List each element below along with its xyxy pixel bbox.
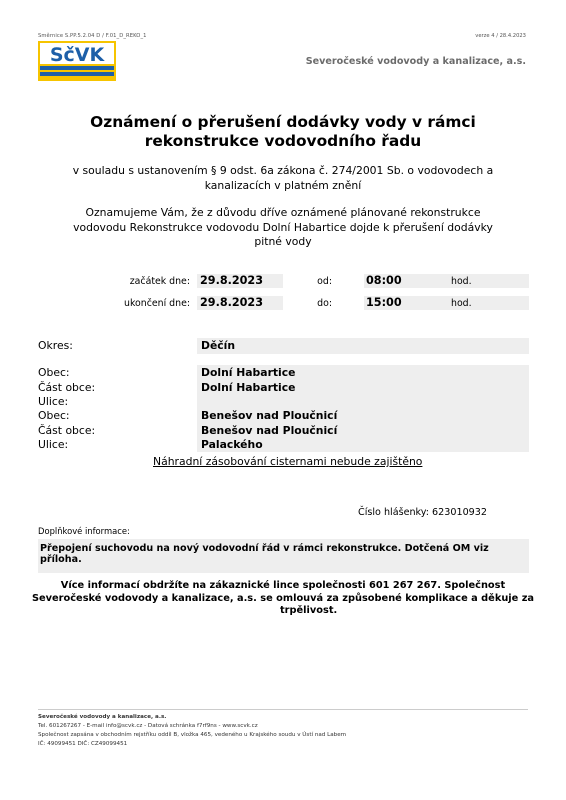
street-value: Palackého bbox=[201, 438, 263, 451]
replacement-supply-note: Náhradní zásobování cisternami nebude zajištěno bbox=[153, 455, 423, 468]
start-date-field bbox=[197, 274, 283, 288]
notes-label: Doplňkové informace: bbox=[38, 526, 130, 536]
company-logo bbox=[38, 41, 116, 81]
end-date-label: ukončení dne: bbox=[124, 298, 190, 309]
footer-contacts: Tel. 601267267 - E-mail info@scvk.cz - Datová schránka f7rf9ns - www.scvk.cz bbox=[38, 723, 258, 729]
location-labels-2: Obec: Část obce: Ulice: bbox=[38, 409, 96, 451]
page-title: Oznámení o přerušení dodávky vody v rámci rekonstrukce vodovodního řadu bbox=[90, 113, 476, 150]
location-values-2 bbox=[197, 408, 529, 452]
end-time-value: 15:00 bbox=[366, 296, 402, 309]
document-code: Směrnice S.PP.5.2.04 D / F.01_D_REKO_1 bbox=[38, 33, 147, 39]
start-date-label: začátek dne: bbox=[129, 276, 190, 287]
report-number-value: 623010932 bbox=[432, 507, 487, 518]
footer-registry: Společnost zapsána v obchodním rejstříku oddíl B, vložka 465, vedeného u Krajského soudu v Ústí nad Labem bbox=[38, 732, 347, 738]
district-field bbox=[197, 338, 529, 354]
svg-text:SčVK: SčVK bbox=[49, 44, 105, 66]
notes-text: Přepojení suchovodu na nový vodovodní řád v rámci rekonstrukce. Dotčená OM viz příloha. bbox=[40, 543, 489, 565]
footer-company: Severočeské vodovody a kanalizace, a.s. bbox=[38, 714, 167, 720]
company-name: Severočeské vodovody a kanalizace, a.s. bbox=[305, 56, 526, 67]
version-label: verze 4 / 28.4.2023 bbox=[475, 33, 526, 39]
start-from-label: od: bbox=[317, 276, 332, 287]
law-reference: v souladu s ustanovením § 9 odst. 6a zákona č. 274/2001 Sb. o vodovodech a kanalizacích v platném znění bbox=[72, 164, 494, 192]
announcement-text: Oznamujeme Vám, že z důvodu dříve oznámené plánované rekonstrukce vodovodu Rekonstrukce vodovodu Dolní Habartice dojde k přerušení dodávky pitné vody bbox=[73, 206, 493, 248]
end-date-field bbox=[197, 296, 283, 310]
notes-box bbox=[38, 539, 529, 573]
end-hour-unit: hod. bbox=[451, 298, 472, 309]
location-labels-1: Obec: Část obce: Ulice: bbox=[38, 366, 96, 408]
district-value: Děčín bbox=[201, 339, 236, 352]
report-number-label: Číslo hlášenky: bbox=[358, 507, 429, 518]
start-time-value: 08:00 bbox=[366, 274, 402, 287]
municipality-part-value: Benešov nad Ploučnicí bbox=[201, 423, 338, 437]
start-time-field bbox=[364, 274, 529, 288]
district-label: Okres: bbox=[38, 339, 73, 352]
end-time-field bbox=[364, 296, 529, 310]
footer-ids: IČ: 49099451 DIČ: CZ49099451 bbox=[38, 741, 128, 747]
municipality-value: Dolní Habartice bbox=[201, 366, 296, 379]
contact-info: Více informací obdržíte na zákaznické lince společnosti 601 267 267. Společnost Severočeské vodovody a kanalizace, a.s. se omlouvá za způsobené komplikace a děkuje za trpělivost. bbox=[31, 580, 535, 616]
location-values-1 bbox=[197, 365, 529, 409]
end-date-value: 29.8.2023 bbox=[200, 296, 263, 309]
start-hour-unit: hod. bbox=[451, 276, 472, 287]
municipality-part-value: Dolní Habartice bbox=[201, 380, 296, 394]
footer bbox=[38, 709, 528, 762]
report-number bbox=[358, 507, 487, 518]
municipality-value: Benešov nad Ploučnicí bbox=[201, 409, 338, 422]
end-to-label: do: bbox=[317, 298, 332, 309]
start-date-value: 29.8.2023 bbox=[200, 274, 263, 287]
